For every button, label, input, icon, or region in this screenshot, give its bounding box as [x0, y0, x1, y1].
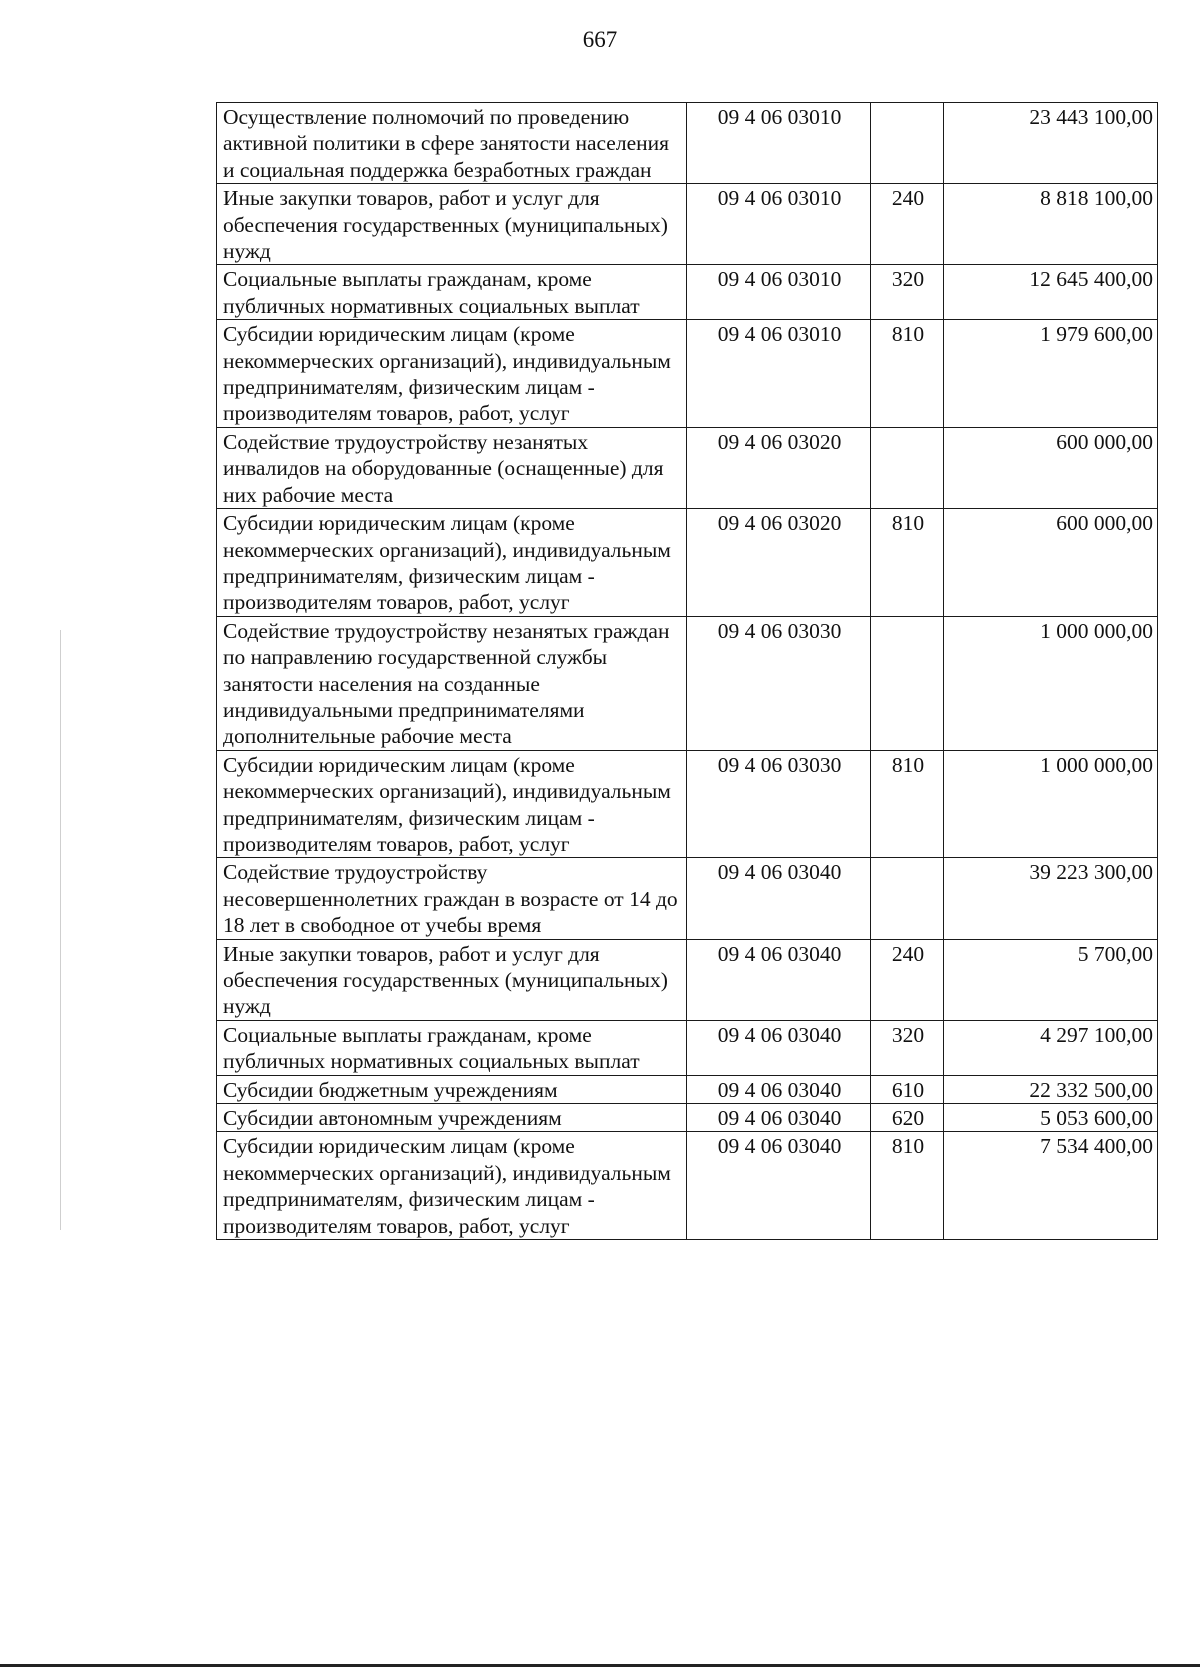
table-row: [217, 1104, 1158, 1132]
row-expense-type: 620: [871, 1104, 944, 1132]
table-row: [217, 1020, 1158, 1075]
row-name: Субсидии юридическим лицам (кроме некоммерческих организаций), индивидуальным предпринимателям, физическим лицам - производителям товаров, работ, услуг: [217, 509, 687, 617]
row-code: 09 4 06 03020: [687, 427, 871, 508]
budget-table: [216, 102, 1158, 1240]
row-expense-type: 240: [871, 184, 944, 265]
row-name: Осуществление полномочий по проведению активной политики в сфере занятости населения и социальная поддержка безработных граждан: [217, 103, 687, 184]
budget-table-body: [217, 103, 1158, 1240]
table-row: [217, 103, 1158, 184]
row-name: Субсидии автономным учреждениям: [217, 1104, 687, 1132]
row-amount: 22 332 500,00: [944, 1075, 1158, 1103]
table-row: [217, 427, 1158, 508]
row-amount: 5 053 600,00: [944, 1104, 1158, 1132]
row-name: Иные закупки товаров, работ и услуг для обеспечения государственных (муниципальных) нужд: [217, 184, 687, 265]
table-row: [217, 509, 1158, 617]
row-name: Социальные выплаты гражданам, кроме публичных нормативных социальных выплат: [217, 265, 687, 320]
table-row: [217, 939, 1158, 1020]
row-amount: 600 000,00: [944, 509, 1158, 617]
row-amount: 8 818 100,00: [944, 184, 1158, 265]
row-expense-type: 810: [871, 750, 944, 858]
row-name: Содействие трудоустройству незанятых инвалидов на оборудованные (оснащенные) для них рабочие места: [217, 427, 687, 508]
scan-bottom-edge: [0, 1664, 1200, 1667]
row-expense-type: 810: [871, 1132, 944, 1240]
row-expense-type: 610: [871, 1075, 944, 1103]
row-amount: 5 700,00: [944, 939, 1158, 1020]
row-amount: 1 000 000,00: [944, 616, 1158, 750]
row-amount: 1 979 600,00: [944, 320, 1158, 428]
row-amount: 7 534 400,00: [944, 1132, 1158, 1240]
row-code: 09 4 06 03030: [687, 750, 871, 858]
row-code: 09 4 06 03040: [687, 1020, 871, 1075]
row-expense-type: [871, 616, 944, 750]
row-amount: 39 223 300,00: [944, 858, 1158, 939]
table-row: [217, 320, 1158, 428]
row-amount: 12 645 400,00: [944, 265, 1158, 320]
row-amount: 600 000,00: [944, 427, 1158, 508]
row-code: 09 4 06 03040: [687, 1075, 871, 1103]
row-expense-type: [871, 858, 944, 939]
row-code: 09 4 06 03040: [687, 1104, 871, 1132]
row-code: 09 4 06 03010: [687, 265, 871, 320]
row-name: Содействие трудоустройству незанятых граждан по направлению государственной службы занятости населения на созданные индивидуальными предпринимателями дополнительные рабочие места: [217, 616, 687, 750]
scan-margin-line: [60, 630, 61, 1230]
row-code: 09 4 06 03040: [687, 858, 871, 939]
row-name: Субсидии юридическим лицам (кроме некоммерческих организаций), индивидуальным предпринимателям, физическим лицам - производителям товаров, работ, услуг: [217, 750, 687, 858]
row-amount: 1 000 000,00: [944, 750, 1158, 858]
row-expense-type: [871, 427, 944, 508]
table-row: [217, 858, 1158, 939]
row-name: Иные закупки товаров, работ и услуг для обеспечения государственных (муниципальных) нужд: [217, 939, 687, 1020]
row-expense-type: 240: [871, 939, 944, 1020]
row-expense-type: 810: [871, 509, 944, 617]
row-expense-type: [871, 103, 944, 184]
row-name: Содействие трудоустройству несовершеннолетних граждан в возрасте от 14 до 18 лет в свободное от учебы время: [217, 858, 687, 939]
row-name: Субсидии бюджетным учреждениям: [217, 1075, 687, 1103]
table-row: [217, 750, 1158, 858]
page-number: 667: [582, 27, 618, 52]
row-expense-type: 320: [871, 265, 944, 320]
row-name: Субсидии юридическим лицам (кроме некоммерческих организаций), индивидуальным предпринимателям, физическим лицам - производителям товаров, работ, услуг: [217, 320, 687, 428]
row-code: 09 4 06 03010: [687, 103, 871, 184]
row-name: Субсидии юридическим лицам (кроме некоммерческих организаций), индивидуальным предпринимателям, физическим лицам - производителям товаров, работ, услуг: [217, 1132, 687, 1240]
table-row: [217, 616, 1158, 750]
row-code: 09 4 06 03010: [687, 184, 871, 265]
table-row: [217, 265, 1158, 320]
row-amount: 23 443 100,00: [944, 103, 1158, 184]
table-row: [217, 1075, 1158, 1103]
row-code: 09 4 06 03040: [687, 939, 871, 1020]
row-code: 09 4 06 03030: [687, 616, 871, 750]
row-code: 09 4 06 03020: [687, 509, 871, 617]
table-row: [217, 184, 1158, 265]
row-expense-type: 320: [871, 1020, 944, 1075]
row-expense-type: 810: [871, 320, 944, 428]
row-code: 09 4 06 03010: [687, 320, 871, 428]
table-row: [217, 1132, 1158, 1240]
row-code: 09 4 06 03040: [687, 1132, 871, 1240]
row-amount: 4 297 100,00: [944, 1020, 1158, 1075]
row-name: Социальные выплаты гражданам, кроме публичных нормативных социальных выплат: [217, 1020, 687, 1075]
